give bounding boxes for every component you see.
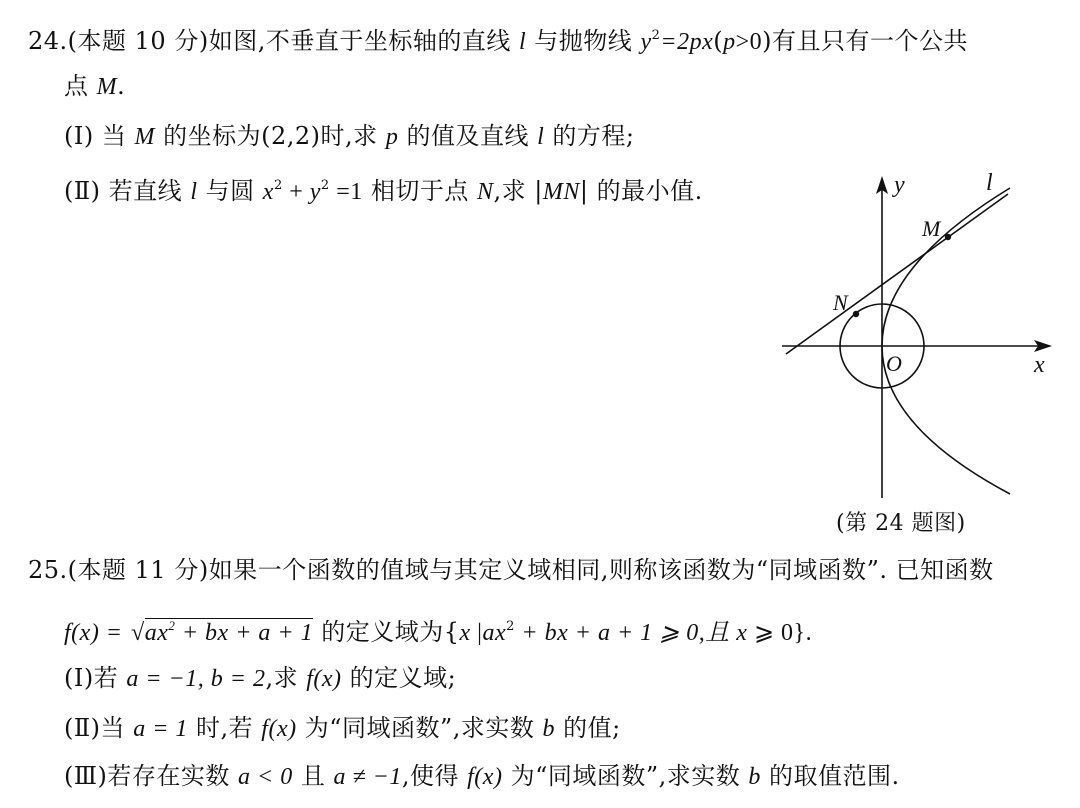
q24-text: ,求 | <box>493 177 543 205</box>
var-MN: MN <box>542 179 580 205</box>
q24-text: 点 <box>64 72 89 100</box>
exponent: 2 <box>168 618 176 633</box>
q25-text: 的值; <box>555 714 621 742</box>
var-p: p <box>385 124 399 150</box>
part-number: (Ⅱ) <box>64 714 101 742</box>
var-b: b <box>748 764 761 790</box>
var-f: f <box>64 620 72 646</box>
part-number: (Ⅰ) <box>64 664 94 692</box>
q24-text: 若直线 <box>108 177 183 205</box>
exponent: 2 <box>506 619 515 634</box>
parabola-figure <box>778 168 1060 508</box>
q25-text: 如果一个函数的值域与其定义域相同,则称该函数为“同域函数”. 已知函数 <box>208 556 994 584</box>
q24-number: 24. <box>28 27 68 55</box>
figure-caption: (第 24 题图) <box>836 511 966 536</box>
q25-part1 <box>64 664 456 693</box>
var-M: M <box>96 74 118 100</box>
set-expr-a: ax <box>482 620 507 646</box>
condition: >0 <box>735 29 763 55</box>
exponent: 2 <box>273 178 283 193</box>
set-bar: | <box>470 620 483 646</box>
function-arg: (x) = <box>71 620 130 646</box>
q24-part1 <box>64 122 635 151</box>
q24-text: 当 <box>101 122 127 150</box>
q24-text: 相切于点 <box>370 177 469 205</box>
label-M: M <box>922 216 941 241</box>
period: . <box>117 72 126 100</box>
radical-sign: √ <box>131 620 145 646</box>
q24-line2 <box>64 72 125 101</box>
label-O: O <box>886 351 902 376</box>
q25-text: 时,若 <box>187 714 262 742</box>
equation: =2px <box>660 29 714 55</box>
square-root <box>129 612 313 647</box>
tangent-line-l <box>786 194 1008 354</box>
q24-part2 <box>64 172 703 206</box>
plus: + <box>282 179 310 205</box>
label-N: N <box>833 290 848 315</box>
condition: a < 0 <box>238 764 293 790</box>
function-fx: f(x) <box>306 666 342 692</box>
q24-text: 与抛物线 <box>534 27 633 55</box>
var-l: l <box>537 124 545 150</box>
q25-part2 <box>64 714 621 743</box>
q25-line2 <box>64 612 812 647</box>
q25-text: 的定义域为{ <box>321 618 460 646</box>
q25-text: ,求 <box>265 664 307 692</box>
condition: a = −1, b = 2 <box>126 666 266 692</box>
q24-score: (本题 10 分) <box>67 27 209 55</box>
part-number: (Ⅱ) <box>64 177 101 205</box>
q25-text: ,使得 <box>401 762 468 790</box>
var-l: l <box>190 179 198 205</box>
label-y: y <box>894 172 905 198</box>
q24-text: 与圆 <box>205 177 255 205</box>
q25-text: 且 <box>292 762 334 790</box>
q25-text: 当 <box>100 714 134 742</box>
var-x: x <box>262 179 274 205</box>
q25-text: 为“同域函数”,求实数 <box>296 714 543 742</box>
condition: a ≠ −1 <box>333 764 402 790</box>
q25-line1 <box>28 556 994 584</box>
q24-text: | 的最小值. <box>579 177 703 205</box>
radicand <box>145 618 313 646</box>
q24-text: 的方程; <box>552 122 635 150</box>
var-x: x <box>736 620 748 646</box>
point-M <box>945 234 951 240</box>
radicand-b: + bx + a + 1 <box>175 620 314 646</box>
q24-text: 的值及直线 <box>406 122 529 150</box>
var-b: b <box>542 716 556 742</box>
q25-score: (本题 11 分) <box>67 556 209 584</box>
var-N: N <box>477 179 494 205</box>
exponent: 2 <box>320 178 330 193</box>
function-fx: f(x) <box>261 716 297 742</box>
set-expr-b: + bx + a + 1 ⩾ 0,且 <box>514 620 737 646</box>
q24-text: 有且只有一个公共 <box>772 27 969 55</box>
q24-text: 的坐标为(2,2)时,求 <box>163 122 378 150</box>
q25-text: 的取值范围. <box>760 762 900 790</box>
q25-text: 的定义域; <box>341 664 457 692</box>
q25-text: 为“同域函数”,求实数 <box>502 762 749 790</box>
q24-line1 <box>28 22 968 56</box>
part-number: (Ⅲ) <box>64 762 108 790</box>
q25-part3 <box>64 762 900 791</box>
q24-text: 如图,不垂直于坐标轴的直线 <box>208 27 511 55</box>
equation: =1 <box>329 179 363 205</box>
parabola-curve <box>882 188 1010 494</box>
point-N <box>853 311 859 317</box>
function-fx: f(x) <box>467 764 503 790</box>
radicand-a: ax <box>144 620 169 646</box>
var-y: y <box>640 29 652 55</box>
var-p: p <box>723 29 736 55</box>
q25-text: 若存在实数 <box>107 762 239 790</box>
var-M: M <box>134 124 155 150</box>
var-y: y <box>309 179 321 205</box>
label-l: l <box>986 170 993 196</box>
var-x: x <box>459 620 471 646</box>
exponent: 2 <box>651 28 661 43</box>
q25-number: 25. <box>28 556 68 584</box>
q25-text: 若 <box>93 664 127 692</box>
paren: ( <box>713 27 724 55</box>
condition: a = 1 <box>133 716 188 742</box>
var-l: l <box>518 29 527 55</box>
part-number: (Ⅰ) <box>64 122 94 150</box>
label-x: x <box>1034 352 1045 378</box>
set-close: ⩾ 0}. <box>747 620 813 646</box>
paren: ) <box>762 27 773 55</box>
